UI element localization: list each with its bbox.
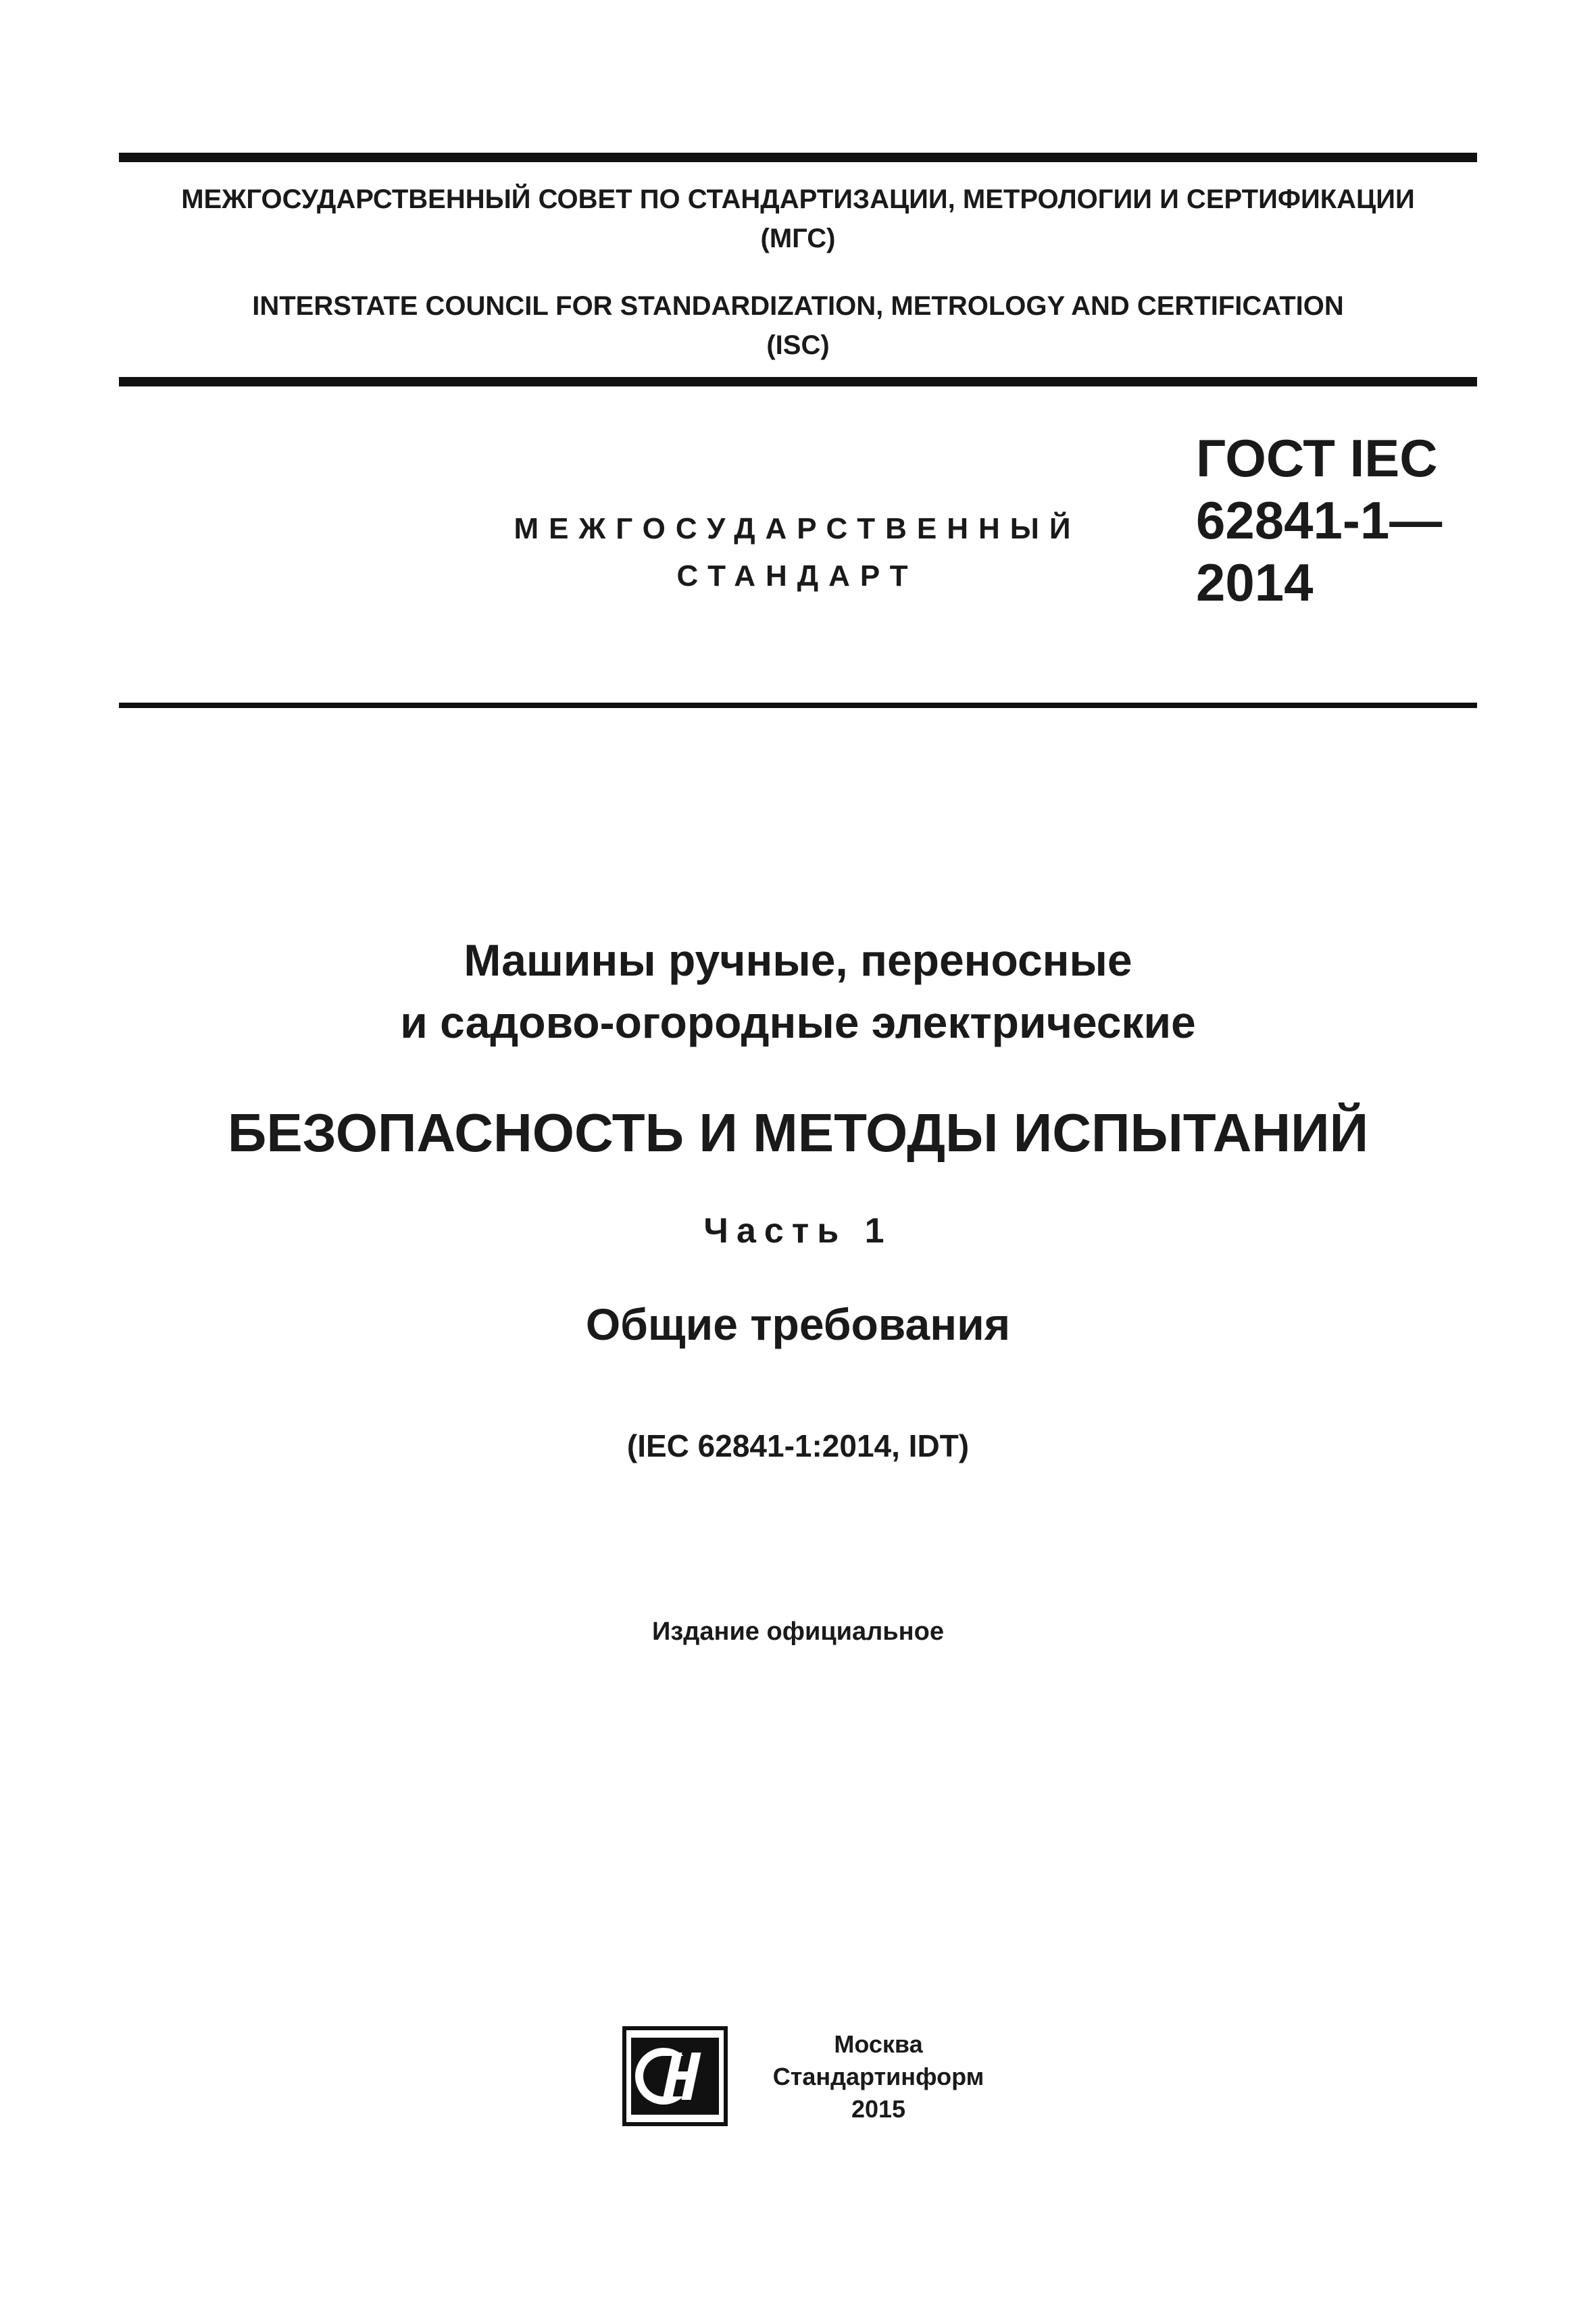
part-title: Общие требования: [585, 1299, 1011, 1349]
document-title: БЕЗОПАСНОСТЬ И МЕТОДЫ ИСПЫТАНИЙ: [227, 1103, 1369, 1163]
publisher-year: 2015: [851, 2095, 906, 2123]
standard-number-line1: ГОСТ IEC: [1196, 428, 1438, 488]
standard-bottom-rule: [119, 703, 1477, 708]
standard-number-line2: 62841-1—: [1196, 491, 1443, 550]
standard-label-line1: МЕЖГОСУДАРСТВЕННЫЙ: [514, 512, 1081, 545]
equivalence-note: (IEC 62841-1:2014, IDT): [626, 1428, 970, 1463]
standard-number: [1196, 427, 1480, 613]
council-en-abbr: (ISC): [766, 330, 830, 360]
subtitle-line1: Машины ручные, переносные: [464, 935, 1132, 985]
standard-label: [432, 505, 1162, 600]
standard-label-line2: СТАНДАРТ: [676, 559, 918, 593]
publisher-name: Стандартинформ: [772, 2063, 984, 2090]
council-ru: [119, 180, 1477, 258]
publisher-logo-icon: [622, 2026, 728, 2127]
publisher-city: Москва: [834, 2030, 923, 2058]
header-bottom-rule: [119, 377, 1477, 386]
subtitle-line2: и садово-огородные электрические: [400, 997, 1196, 1047]
part-label: Часть 1: [703, 1211, 893, 1251]
council-ru-abbr: (МГС): [760, 224, 836, 253]
top-rule: [119, 153, 1477, 162]
council-ru-name: МЕЖГОСУДАРСТВЕННЫЙ СОВЕТ ПО СТАНДАРТИЗАЦИИ, МЕТРОЛОГИИ И СЕРТИФИКАЦИИ: [181, 184, 1415, 214]
publisher-info: [737, 2028, 1020, 2126]
council-en: [119, 286, 1477, 365]
edition-note: Издание официальное: [652, 1617, 944, 1646]
standard-number-line3: 2014: [1196, 553, 1314, 612]
document-subtitle: [119, 929, 1477, 1053]
council-en-name: INTERSTATE COUNCIL FOR STANDARDIZATION, METROLOGY AND CERTIFICATION: [252, 291, 1344, 321]
